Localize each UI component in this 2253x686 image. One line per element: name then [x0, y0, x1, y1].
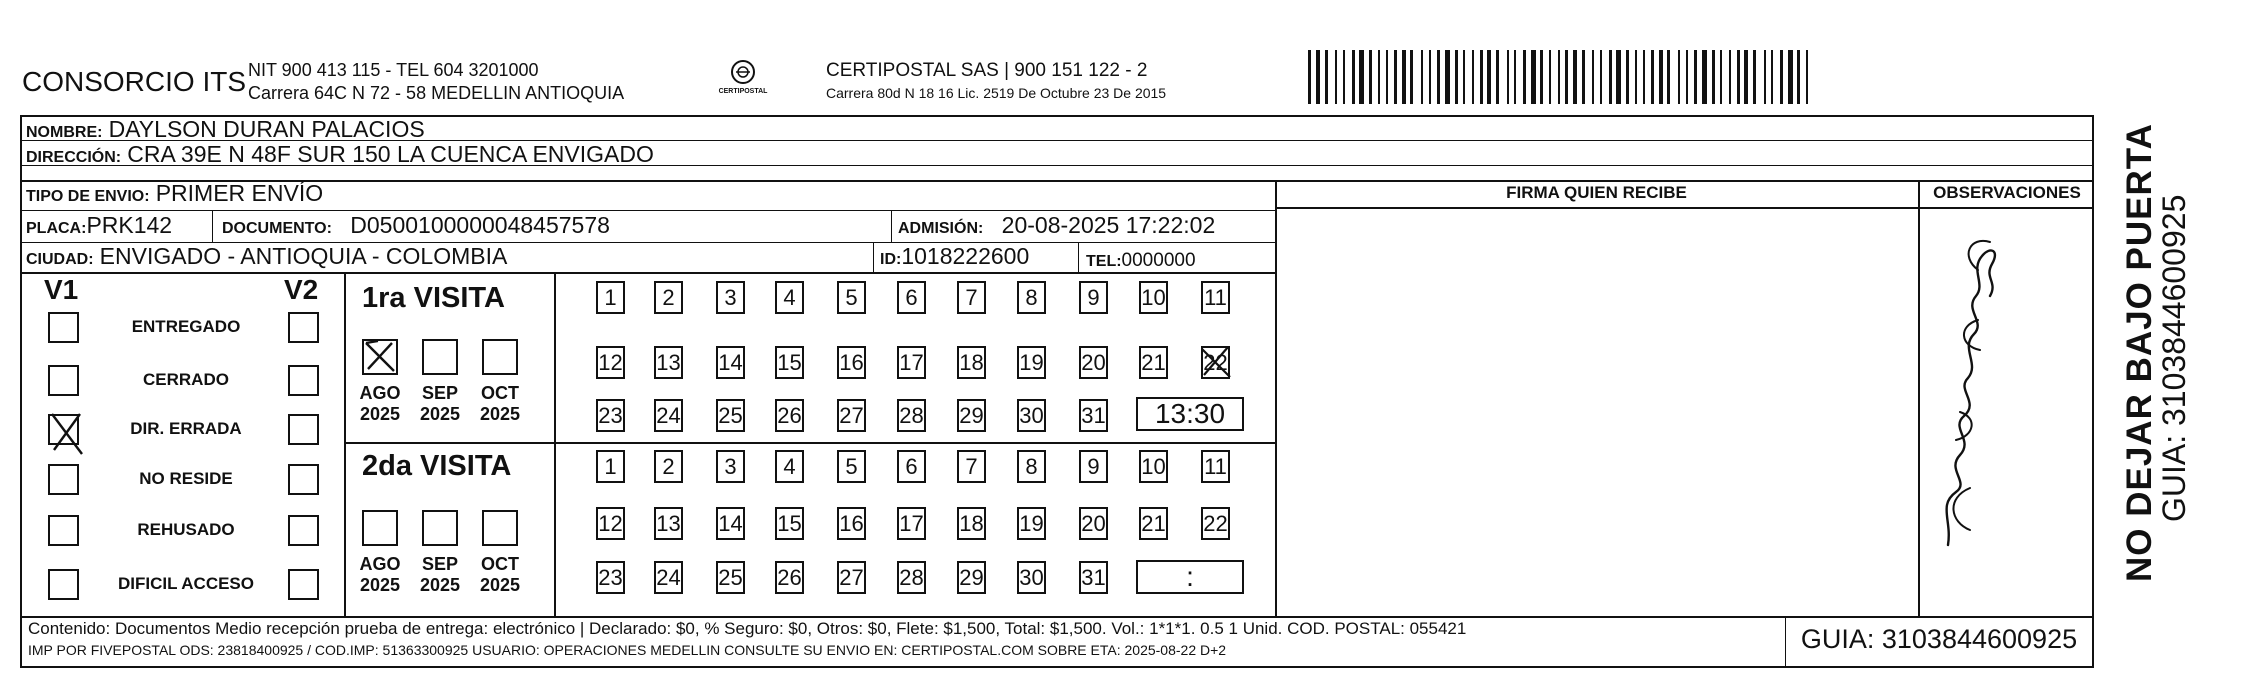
recipient-tel: 0000000: [1121, 250, 1196, 271]
month-checkbox[interactable]: [482, 339, 518, 375]
day-box[interactable]: 8: [1017, 450, 1046, 483]
barcode-bar: [1643, 50, 1645, 104]
barcode-bar: [1369, 50, 1372, 104]
day-box[interactable]: 8: [1017, 281, 1046, 314]
day-box[interactable]: 15: [775, 346, 804, 379]
barcode-bar: [1386, 50, 1388, 104]
barcode-bar: [1780, 50, 1783, 104]
day-box[interactable]: 27: [837, 561, 866, 594]
month-year: 2025: [359, 404, 401, 424]
certipostal-logo-icon: [712, 58, 774, 100]
guia-side: GUIA: 3103844600925: [2156, 194, 2192, 522]
barcode-bar: [1667, 50, 1670, 104]
status-option-label: DIR. ERRADA: [130, 419, 242, 438]
day-box[interactable]: 1: [596, 450, 625, 483]
barcode-bar: [1507, 50, 1509, 104]
barcode-bar: [1712, 50, 1715, 104]
barcode-bar: [1540, 50, 1543, 104]
day-box[interactable]: 29: [957, 399, 986, 432]
day-box[interactable]: 10: [1139, 281, 1168, 314]
month-checkbox[interactable]: [482, 510, 518, 546]
barcode-bar: [1788, 50, 1793, 104]
barcode-bar: [1737, 50, 1740, 104]
barcode-bar: [1616, 50, 1621, 104]
recipient-address: CRA 39E N 48F SUR 150 LA CUENCA ENVIGADO: [127, 141, 654, 167]
day-box[interactable]: 9: [1079, 450, 1108, 483]
status-option-label: REHUSADO: [137, 520, 235, 539]
day-box[interactable]: 5: [837, 450, 866, 483]
v2-checkbox[interactable]: [288, 569, 319, 600]
admission-row: [898, 212, 1215, 239]
day-box[interactable]: 22: [1201, 346, 1230, 379]
barcode-bar: [1343, 50, 1345, 104]
day-box[interactable]: 24: [654, 561, 683, 594]
day-box[interactable]: 12: [596, 346, 625, 379]
barcode-bar: [1335, 50, 1337, 104]
month-checkbox[interactable]: [422, 510, 458, 546]
v1-label: V1: [44, 274, 79, 305]
month-label: [470, 554, 530, 596]
imp-line: IMP POR FIVEPOSTAL ODS: 23818400925 / COD.IMP: 51363300925 USUARIO: OPERACIONES MEDELLIN CONSULTE SU ENVIO EN: CERTIPOSTAL.COM SOBRE ETA: 2025-08-22 D+2: [28, 642, 1227, 658]
document-row: [222, 212, 610, 239]
day-box[interactable]: 17: [897, 346, 926, 379]
v1-checkbox[interactable]: [48, 464, 79, 495]
barcode-bar: [1573, 50, 1577, 104]
barcode-icon: [1308, 50, 1818, 104]
v2-checkbox[interactable]: [288, 312, 319, 343]
barcode-bar: [1496, 50, 1499, 104]
barcode-bar: [1487, 50, 1491, 104]
day-box[interactable]: 18: [957, 346, 986, 379]
recipient-name-row: [26, 116, 425, 143]
day-box[interactable]: 1: [596, 281, 625, 314]
day-box[interactable]: 16: [837, 346, 866, 379]
day-box[interactable]: 29: [957, 561, 986, 594]
city: ENVIGADO - ANTIOQUIA - COLOMBIA: [99, 243, 508, 269]
barcode-bar: [1325, 50, 1328, 104]
shipping-type: PRIMER ENVÍO: [155, 180, 324, 206]
month-year: 2025: [419, 404, 461, 424]
day-box[interactable]: 21: [1139, 507, 1168, 540]
day-box[interactable]: 4: [775, 281, 804, 314]
day-box[interactable]: 17: [897, 507, 926, 540]
v2-checkbox[interactable]: [288, 365, 319, 396]
city-row: [26, 243, 507, 270]
day-box[interactable]: 14: [716, 346, 745, 379]
admission-label: ADMISIÓN:: [898, 220, 984, 237]
visit-title: 2da VISITA: [362, 450, 512, 482]
v1-checkbox[interactable]: [48, 569, 79, 600]
barcode-bar: [1753, 50, 1756, 104]
status-option-label: DIFICIL ACCESO: [117, 574, 254, 593]
content-line: Contenido: Documentos Medio recepción prueba de entrega: electrónico | Declarado: $0, % Seguro: $0, Otros: $0, Flete: $1,500, Total: $1,500. Vol.: 1*1*1. 0.5 1 Unid. COD. POSTAL: 055421: [28, 619, 1467, 638]
plate: PRK142: [86, 212, 173, 238]
month-label: [350, 554, 410, 596]
id-label: ID:: [880, 251, 902, 268]
day-box[interactable]: 14: [716, 507, 745, 540]
day-box[interactable]: 19: [1017, 507, 1046, 540]
day-box[interactable]: 30: [1017, 561, 1046, 594]
day-box[interactable]: 27: [837, 399, 866, 432]
barcode-bar: [1744, 50, 1748, 104]
day-box[interactable]: 25: [716, 561, 745, 594]
tel-label: TEL:: [1086, 253, 1122, 270]
month-name: OCT: [481, 554, 519, 574]
barcode-bar: [1797, 50, 1800, 104]
month-year: 2025: [479, 404, 521, 424]
barcode-bar: [1659, 50, 1663, 104]
visit-time-field[interactable]: :: [1136, 560, 1244, 594]
day-box[interactable]: 3: [716, 281, 745, 314]
barcode-bar: [1352, 50, 1355, 104]
day-box[interactable]: 7: [957, 450, 986, 483]
recipient-address-row: [26, 141, 654, 168]
document-label: DOCUMENTO:: [222, 220, 332, 237]
visit-title: 1ra VISITA: [362, 282, 505, 314]
month-name: SEP: [421, 383, 459, 403]
day-box[interactable]: 30: [1017, 399, 1046, 432]
v1-checkbox[interactable]: [48, 312, 79, 343]
day-box[interactable]: 23: [596, 561, 625, 594]
barcode-bar: [1308, 50, 1311, 104]
barcode-bar: [1514, 50, 1516, 104]
v2-checkbox[interactable]: [288, 464, 319, 495]
day-box[interactable]: 6: [897, 281, 926, 314]
day-box[interactable]: 9: [1079, 281, 1108, 314]
no-dejar-warning: NO DEJAR BAJO PUERTA: [2120, 123, 2159, 582]
month-year: 2025: [479, 575, 521, 595]
day-box[interactable]: 2: [654, 450, 683, 483]
barcode-bar: [1635, 50, 1637, 104]
day-box[interactable]: 2: [654, 281, 683, 314]
barcode-bar: [1764, 50, 1766, 104]
barcode-bar: [1421, 50, 1423, 104]
barcode-bar: [1806, 50, 1808, 104]
month-name: AGO: [359, 383, 401, 403]
barcode-bar: [1549, 50, 1551, 104]
month-name: SEP: [421, 554, 459, 574]
city-label: CIUDAD:: [26, 251, 94, 268]
recipient-name: DAYLSON DURAN PALACIOS: [108, 116, 425, 142]
barcode-bar: [1531, 50, 1536, 104]
barcode-bar: [1729, 50, 1731, 104]
barcode-bar: [1678, 50, 1680, 104]
day-box[interactable]: 3: [716, 450, 745, 483]
month-checkbox[interactable]: [362, 510, 398, 546]
v2-label: V2: [284, 274, 319, 305]
day-box[interactable]: 28: [897, 561, 926, 594]
barcode-bar: [1686, 50, 1688, 104]
day-box[interactable]: 22: [1201, 507, 1230, 540]
barcode-bar: [1455, 50, 1458, 104]
plate-label: PLACA:: [26, 220, 87, 237]
day-box[interactable]: 13: [654, 507, 683, 540]
v2-checkbox[interactable]: [288, 414, 319, 445]
month-label: [350, 383, 410, 425]
barcode-bar: [1463, 50, 1465, 104]
day-box[interactable]: 15: [775, 507, 804, 540]
barcode-bar: [1523, 50, 1526, 104]
barcode-bar: [1480, 50, 1483, 104]
day-box[interactable]: 4: [775, 450, 804, 483]
day-box[interactable]: 21: [1139, 346, 1168, 379]
day-box[interactable]: 26: [775, 399, 804, 432]
month-checkbox[interactable]: [422, 339, 458, 375]
month-name: OCT: [481, 383, 519, 403]
day-box[interactable]: 25: [716, 399, 745, 432]
shipping-type-label: TIPO DE ENVIO:: [26, 188, 150, 205]
barcode-bar: [1609, 50, 1612, 104]
id-row: [880, 243, 1029, 270]
day-box[interactable]: 26: [775, 561, 804, 594]
day-box[interactable]: 11: [1201, 450, 1230, 483]
v1-checkbox[interactable]: [48, 365, 79, 396]
barcode-bar: [1592, 50, 1594, 104]
observations-header: OBSERVACIONES: [1933, 183, 2081, 202]
v1-checkbox[interactable]: [48, 414, 79, 445]
barcode-bar: [1626, 50, 1629, 104]
handwritten-signature: [1930, 230, 2010, 550]
month-label: [470, 383, 530, 425]
tel-row: [1086, 246, 1196, 272]
barcode-bar: [1694, 50, 1697, 104]
barcode-bar: [1378, 50, 1380, 104]
day-box[interactable]: 31: [1079, 561, 1108, 594]
barcode-bar: [1600, 50, 1602, 104]
day-box[interactable]: 6: [897, 450, 926, 483]
day-box[interactable]: 11: [1201, 281, 1230, 314]
status-option-label: ENTREGADO: [131, 317, 241, 336]
barcode-bar: [1702, 50, 1707, 104]
day-box[interactable]: 18: [957, 507, 986, 540]
company-address: Carrera 64C N 72 - 58 MEDELLIN ANTIOQUIA: [248, 83, 625, 103]
name-label: NOMBRE:: [26, 124, 103, 141]
company-nit: NIT 900 413 115 - TEL 604 3201000: [248, 60, 539, 80]
carrier-license: Carrera 80d N 18 16 Lic. 2519 De Octubre 23 De 2015: [826, 85, 1167, 101]
signature-header: FIRMA QUIEN RECIBE: [1506, 183, 1687, 202]
day-box[interactable]: 23: [596, 399, 625, 432]
barcode-bar: [1582, 50, 1585, 104]
barcode-bar: [1651, 50, 1654, 104]
logo-text: CERTIPOSTAL: [718, 88, 768, 95]
day-box[interactable]: 20: [1079, 507, 1108, 540]
v1-checkbox[interactable]: [48, 515, 79, 546]
day-box[interactable]: 13: [654, 346, 683, 379]
day-box[interactable]: 28: [897, 399, 926, 432]
month-label: [410, 383, 470, 425]
barcode-bar: [1402, 50, 1406, 104]
month-checkbox[interactable]: [362, 339, 398, 375]
visit-time-field[interactable]: 13:30: [1136, 397, 1244, 431]
admission-datetime: 20-08-2025 17:22:02: [1001, 212, 1216, 238]
status-option-label: NO RESIDE: [139, 469, 233, 488]
month-year: 2025: [419, 575, 461, 595]
day-box[interactable]: 12: [596, 507, 625, 540]
day-box[interactable]: 16: [837, 507, 866, 540]
barcode-bar: [1720, 50, 1722, 104]
barcode-bar: [1445, 50, 1450, 104]
barcode-bar: [1410, 50, 1413, 104]
guia-footer-box: GUIA: 3103844600925: [1800, 624, 2078, 654]
month-name: AGO: [359, 554, 401, 574]
v2-checkbox[interactable]: [288, 515, 319, 546]
day-box[interactable]: 5: [837, 281, 866, 314]
carrier-name: CERTIPOSTAL SAS | 900 151 122 - 2: [826, 60, 1148, 81]
barcode-bar: [1472, 50, 1474, 104]
document-number: D0500100000048457578: [350, 212, 610, 238]
barcode-bar: [1429, 50, 1431, 104]
day-box[interactable]: 20: [1079, 346, 1108, 379]
recipient-id: 1018222600: [901, 243, 1030, 269]
company-name: CONSORCIO ITS: [22, 66, 247, 97]
address-label: DIRECCIÓN:: [26, 149, 122, 166]
day-box[interactable]: 10: [1139, 450, 1168, 483]
month-year: 2025: [359, 575, 401, 595]
barcode-bar: [1565, 50, 1568, 104]
day-box[interactable]: 7: [957, 281, 986, 314]
day-box[interactable]: 24: [654, 399, 683, 432]
barcode-bar: [1316, 50, 1320, 104]
status-option-label: CERRADO: [143, 370, 229, 389]
barcode-bar: [1558, 50, 1560, 104]
month-label: [410, 554, 470, 596]
barcode-bar: [1359, 50, 1364, 104]
barcode-bar: [1771, 50, 1773, 104]
shipping-type-row: [26, 180, 323, 207]
barcode-bar: [1394, 50, 1397, 104]
day-box[interactable]: 19: [1017, 346, 1046, 379]
plate-row: [26, 212, 172, 239]
day-box[interactable]: 31: [1079, 399, 1108, 432]
barcode-bar: [1437, 50, 1440, 104]
